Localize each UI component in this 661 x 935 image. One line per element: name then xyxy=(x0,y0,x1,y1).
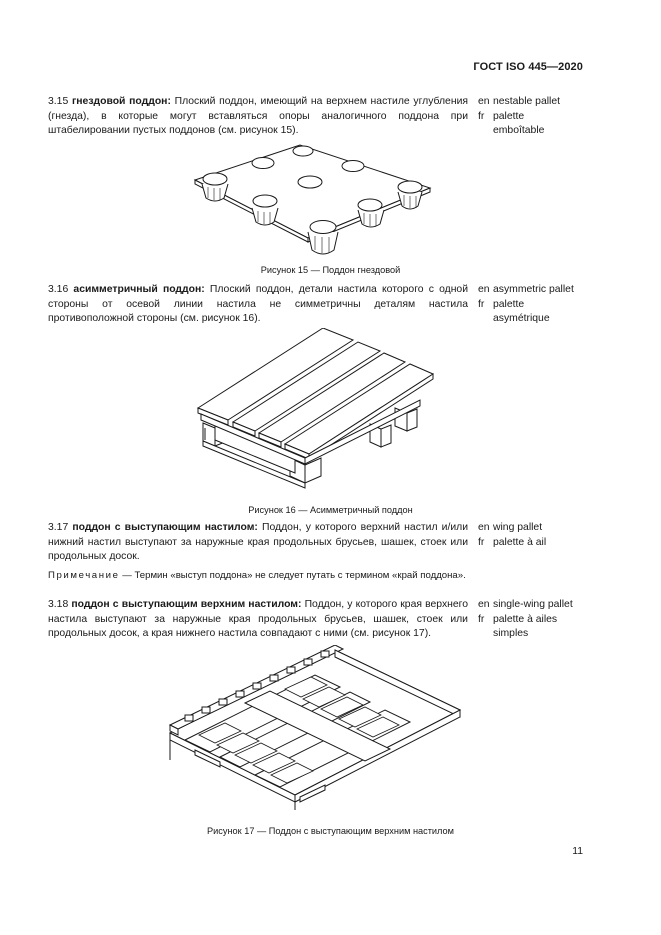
block xyxy=(381,425,391,447)
term-number: 3.15 xyxy=(48,96,69,107)
term-definition: Поддон, у которого верхний настил и/или нижний настил выступают за наружные края продольных брусьев, шашек, стоек или продольных досок. xyxy=(48,522,468,562)
figure-16-caption: Рисунок 16 — Асимметричный поддон xyxy=(248,505,413,515)
nest-hole xyxy=(342,161,364,172)
translation-text: palette xyxy=(493,298,525,310)
note xyxy=(48,569,468,583)
translation-text: wing pallet xyxy=(493,522,543,533)
term-number: 3.16 xyxy=(48,284,69,295)
translation-text: emboîtable xyxy=(493,125,545,136)
term-number: 3.17 xyxy=(48,522,69,533)
nest-hole xyxy=(310,221,336,234)
lang-code: en xyxy=(478,96,490,107)
figure-15-nestable-pallet xyxy=(190,140,440,260)
term-definition: Плоский поддон, имеющий на верхнем настиле углубления (гнезда), в которые могут вставляться опоры аналогичного поддона при штабелировании пустых поддонов (см. рисунок 15). xyxy=(48,96,469,136)
translation-text: palette à ail xyxy=(493,536,547,548)
translation-text: asymétrique xyxy=(493,313,550,324)
nest-leg xyxy=(358,210,384,227)
figure-15-caption: Рисунок 15 — Поддон гнездовой xyxy=(260,265,401,275)
term-name: поддон с выступающим настилом: xyxy=(72,522,258,533)
term-name: поддон с выступающим верхним настилом: xyxy=(71,599,302,610)
translations-3-17 xyxy=(478,521,546,550)
translations-3-18 xyxy=(478,598,573,642)
nest-leg xyxy=(202,184,228,201)
term-3-17 xyxy=(48,521,468,565)
nest-hole xyxy=(398,181,422,193)
translation-text: asymmetric pallet xyxy=(493,284,574,295)
nest-hole xyxy=(293,146,313,156)
standard-header: ГОСТ ISO 445—2020 xyxy=(473,61,583,73)
translation-text: single-wing pallet xyxy=(493,599,573,610)
nest-hole xyxy=(253,195,277,207)
lang-code xyxy=(478,124,493,139)
nest-hole xyxy=(358,199,382,211)
translation-text: nestable pallet xyxy=(493,96,561,107)
nest-hole xyxy=(298,176,322,188)
lang-code: fr xyxy=(478,536,485,548)
nest-leg xyxy=(252,208,278,225)
nest-hole xyxy=(252,158,274,169)
lang-code xyxy=(478,627,493,642)
nest-leg xyxy=(398,192,422,209)
note-text: — Термин «выступ поддона» не следует путать с термином «край поддона». xyxy=(119,570,466,581)
translation-text: palette xyxy=(493,110,525,122)
figure-17-caption: Рисунок 17 — Поддон с выступающим верхним настилом xyxy=(207,826,454,836)
note-label: Примечание xyxy=(48,570,120,581)
term-3-15 xyxy=(48,95,468,139)
lang-code: en xyxy=(478,284,490,295)
nest-leg xyxy=(308,232,338,254)
lang-code: fr xyxy=(478,613,485,625)
term-name: асимметричный поддон: xyxy=(73,284,205,295)
term-3-18 xyxy=(48,598,468,642)
translations-3-16 xyxy=(478,283,574,327)
lang-code: fr xyxy=(478,110,485,122)
translation-text: simples xyxy=(493,628,529,639)
figure-17-single-wing-pallet xyxy=(165,645,465,815)
term-definition: Поддон, у которого края верхнего настила выступают за наружные края продольных брусьев, шашек, стоек или продольных досок, а края нижнего настила совпадают с ними (см. рисунок 17). xyxy=(48,599,469,639)
lang-code: en xyxy=(478,522,490,533)
translations-3-15 xyxy=(478,95,560,139)
page-number: 11 xyxy=(572,846,583,857)
term-number: 3.18 xyxy=(48,599,69,610)
lang-code: en xyxy=(478,599,490,610)
figure-16-asymmetric-pallet xyxy=(195,328,435,493)
nest-hole xyxy=(203,173,227,185)
translation-text: palette à ailes xyxy=(493,613,558,625)
term-name: гнездовой поддон: xyxy=(71,96,171,107)
lang-code xyxy=(478,312,493,327)
lang-code: fr xyxy=(478,298,485,310)
term-3-16 xyxy=(48,283,468,327)
term-definition: Плоский поддон, детали настила которого с одной стороны от осевой линии настила не симметричны деталям настила противоположной стороны (см. рисунок 16). xyxy=(48,284,469,324)
